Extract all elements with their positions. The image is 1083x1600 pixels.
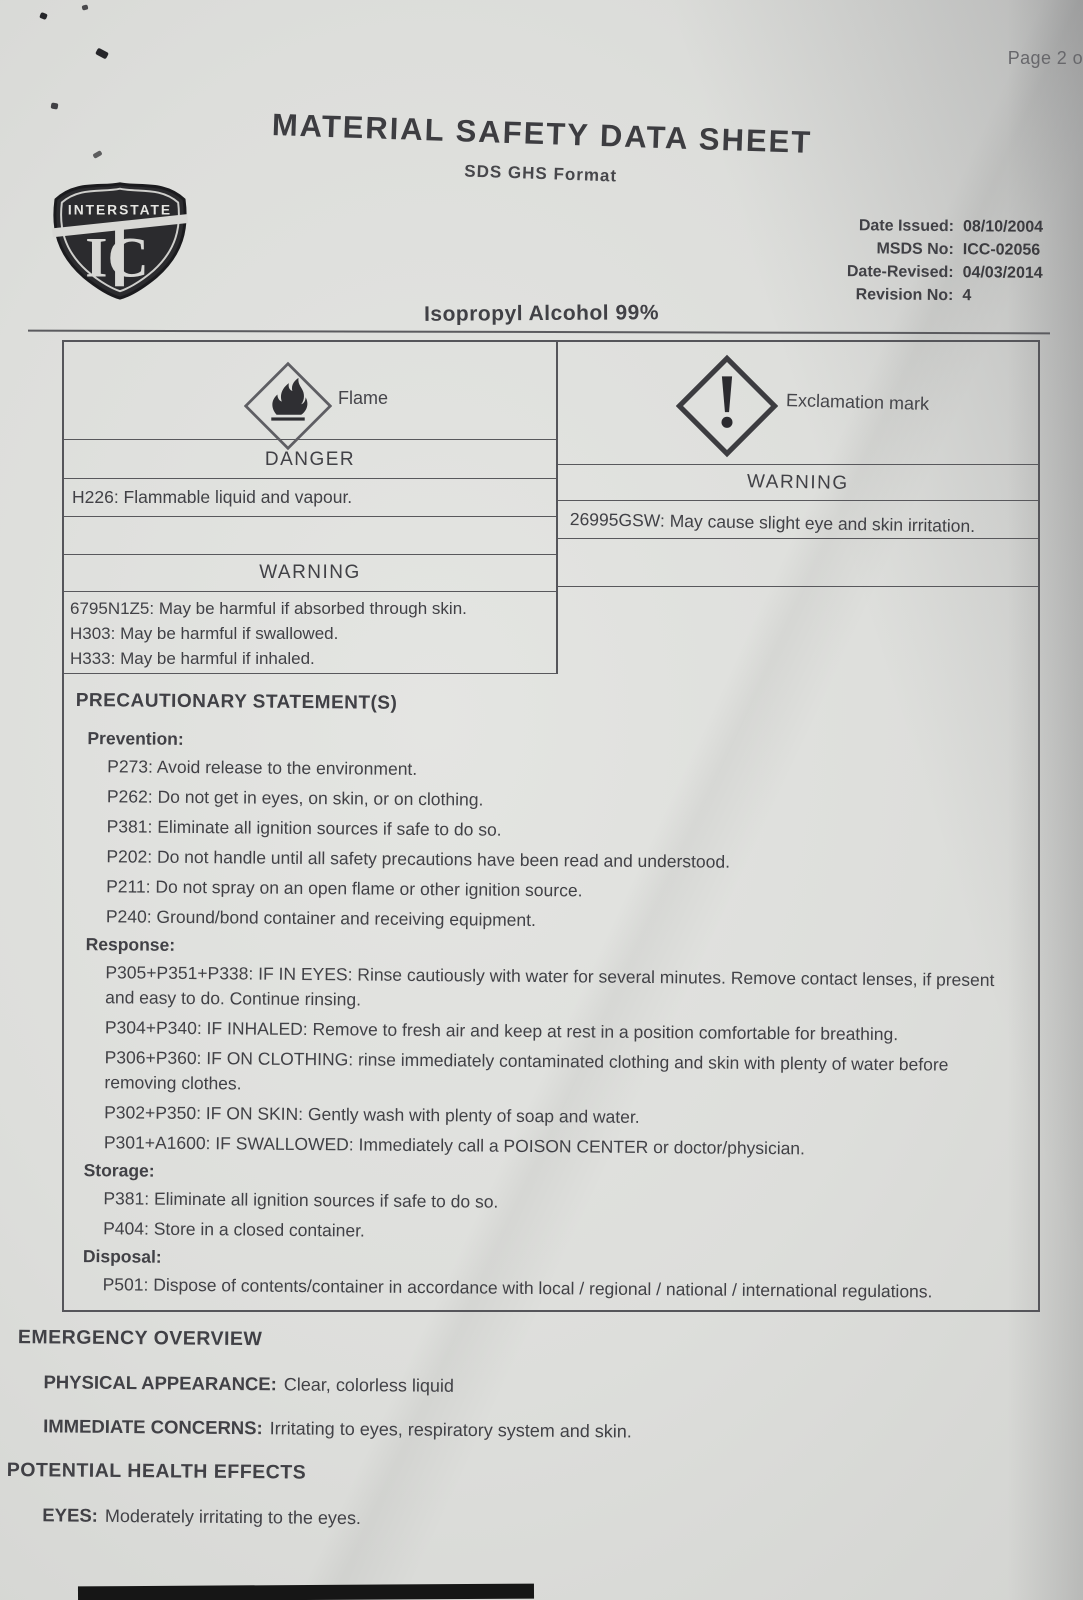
empty-area xyxy=(558,587,1038,674)
pictogram-cell xyxy=(558,342,1038,465)
p-statement: P301+A1600: IF SWALLOWED: Immediately call a POISON CENTER or doctor/physician. xyxy=(103,1132,806,1159)
p-statement: P306+P360: IF ON CLOTHING: rinse immediately contaminated clothing and skin with plenty of water before removing clothes. xyxy=(104,1047,949,1094)
group-label-prevention: Prevention: xyxy=(87,728,184,749)
meta-label: MSDS No: xyxy=(876,240,955,259)
p-statement: P305+P351+P338: IF IN EYES: Rinse cautiously with water for several minutes. Remove contact lenses, if present and easy to do. Continue rinsing. xyxy=(105,962,995,1010)
pictogram-label: Flame xyxy=(338,388,389,408)
p-statement: P404: Store in a closed container. xyxy=(103,1218,365,1241)
overview-row xyxy=(43,1371,632,1398)
section-heading: PRECAUTIONARY STATEMENT(S) xyxy=(75,689,398,714)
logo-monogram: IC xyxy=(85,226,149,290)
meta-value: 08/10/2004 xyxy=(963,218,1044,236)
document-meta xyxy=(847,217,1044,306)
hazard-column-flammability xyxy=(64,342,558,674)
company-logo xyxy=(46,170,194,306)
exclamation-pictogram-icon xyxy=(676,352,778,460)
field-label: EYES: xyxy=(42,1504,98,1526)
field-value: Clear, colorless liquid xyxy=(283,1374,455,1396)
pictogram-cell xyxy=(64,342,556,440)
section-heading: EMERGENCY OVERVIEW xyxy=(17,1326,263,1351)
precautionary-section xyxy=(59,674,1038,1305)
empty-cell xyxy=(64,517,556,555)
group-label-storage: Storage: xyxy=(83,1160,155,1181)
group-label-disposal: Disposal: xyxy=(82,1246,162,1267)
field-label: IMMEDIATE CONCERNS: xyxy=(43,1415,263,1439)
page-number: Page 2 o xyxy=(1007,48,1083,68)
meta-value: 4 xyxy=(962,287,972,305)
meta-value: ICC-02056 xyxy=(962,241,1041,259)
signal-word-warning xyxy=(558,465,1038,501)
interstate-shield-icon xyxy=(46,170,194,306)
page-title: MATERIAL SAFETY DATA SHEET xyxy=(271,107,813,160)
p-statement: P381: Eliminate all ignition sources if safe to do so. xyxy=(106,816,502,840)
p-statement: P211: Do not spray on an open flame or other ignition source. xyxy=(106,876,583,901)
field-label: PHYSICAL APPEARANCE: xyxy=(43,1371,277,1395)
hazard-statements-cell xyxy=(64,592,556,674)
meta-label: Date-Revised: xyxy=(847,263,954,282)
hazard-statement: H333: May be harmful if inhaled. xyxy=(70,649,315,668)
product-name: Isopropyl Alcohol 99% xyxy=(423,301,660,326)
p-statement: P202: Do not handle until all safety precautions have been read and understood. xyxy=(106,846,731,872)
hazard-communication-box xyxy=(62,340,1040,1312)
overview-row xyxy=(42,1504,631,1531)
p-statement: P381: Eliminate all ignition sources if safe to do so. xyxy=(103,1188,499,1212)
group-label-response: Response: xyxy=(85,934,176,955)
p-statement: P240: Ground/bond container and receiving equipment. xyxy=(105,906,536,931)
p-statement: P273: Avoid release to the environment. xyxy=(107,756,418,779)
p-statement: P304+P340: IF INHALED: Remove to fresh air and keep at rest in a position comfortable for breathing. xyxy=(104,1017,899,1045)
hazard-column-irritant xyxy=(558,342,1038,674)
signal-word-danger: DANGER xyxy=(64,440,556,479)
hazard-statement: 6795N1Z5: May be harmful if absorbed through skin. xyxy=(70,599,467,618)
scanner-edge-artifact xyxy=(78,1584,534,1600)
subtitle: SDS GHS Format xyxy=(464,161,618,186)
meta-value: 04/03/2014 xyxy=(962,264,1043,282)
field-value: Moderately irritating to the eyes. xyxy=(104,1505,362,1529)
staple-mark xyxy=(39,12,48,20)
signal-word-text: WARNING xyxy=(747,471,849,494)
signal-word-warning: WARNING xyxy=(64,555,556,592)
staple-mark xyxy=(95,48,109,60)
hazard-statement-cell xyxy=(558,501,1038,539)
emergency-overview-section xyxy=(6,1326,633,1553)
section-heading: POTENTIAL HEALTH EFFECTS xyxy=(6,1458,307,1484)
meta-label: Revision No: xyxy=(855,286,954,305)
hazard-table xyxy=(64,342,1038,674)
p-statement: P262: Do not get in eyes, on skin, or on clothing. xyxy=(106,786,484,810)
hazard-statement: 26995GSW: May cause slight eye and skin irritation. xyxy=(569,509,976,537)
pictogram-label: Exclamation mark xyxy=(785,390,930,414)
p-statement: P302+P350: IF ON SKIN: Gently wash with plenty of soap and water. xyxy=(104,1102,640,1127)
horizontal-rule xyxy=(28,330,1050,335)
meta-label: Date Issued: xyxy=(859,217,955,236)
hazard-statement: H303: May be harmful if swallowed. xyxy=(70,624,339,643)
empty-cell xyxy=(558,539,1038,587)
flame-pictogram-icon xyxy=(244,360,332,452)
p-statement: P501: Dispose of contents/container in accordance with local / regional / national / international regulations. xyxy=(102,1274,933,1302)
staple-mark xyxy=(81,4,88,10)
hazard-statement: H226: Flammable liquid and vapour. xyxy=(64,479,556,517)
field-value: Irritating to eyes, respiratory system and skin. xyxy=(269,1418,632,1442)
overview-row xyxy=(43,1415,632,1442)
logo-band-text: INTERSTATE xyxy=(67,202,173,218)
